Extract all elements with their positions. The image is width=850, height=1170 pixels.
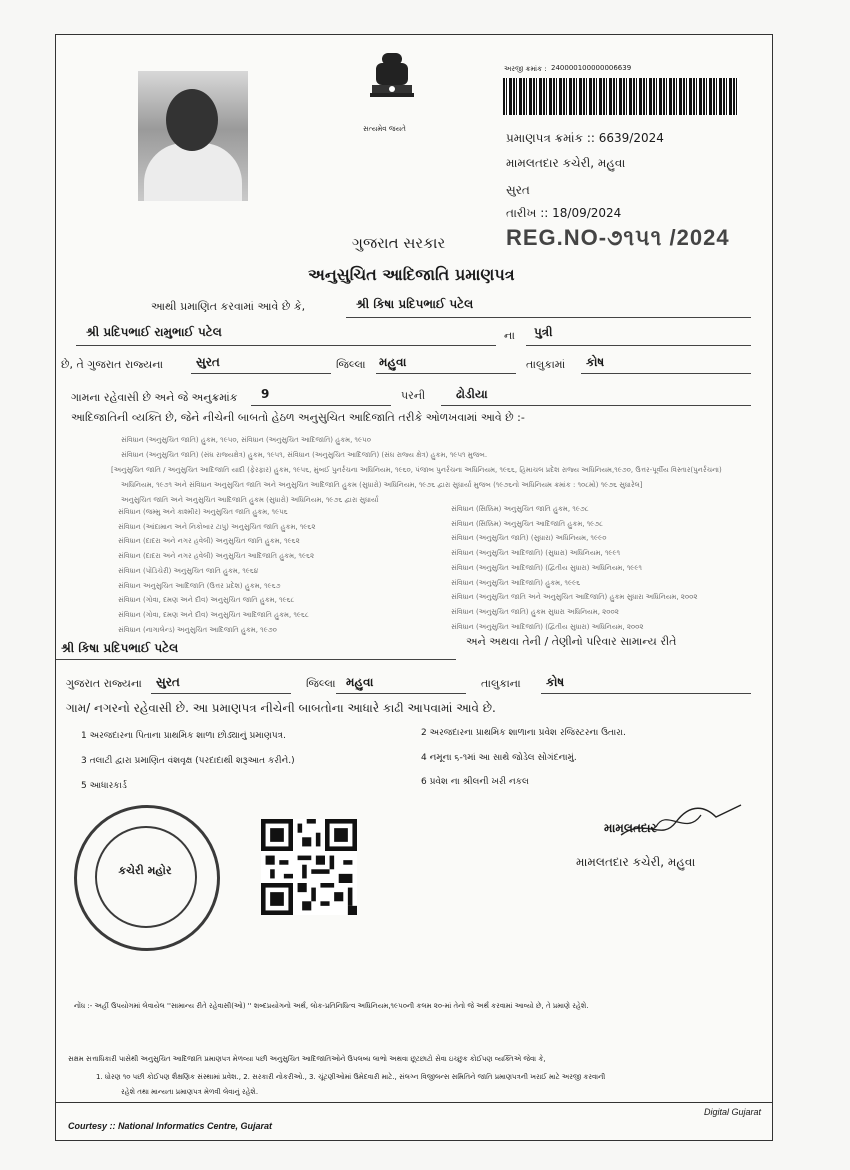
family-taluka: મહુવા <box>346 675 374 689</box>
family-district-label: જિલ્લા <box>306 677 336 690</box>
order-line: સંવિધાન (અનુસુચિત જાતિ અને અનુસુચિત આદિજાતિ) હુકમ સુધારા અધિનિયમ, ૨૦૦૨ <box>451 593 698 602</box>
family-taluka-label: તાલુકાના <box>481 677 521 690</box>
document-item: 6 પ્રવેશ ના શ્રીલની ખરી નકલ <box>421 777 529 787</box>
village-text: ગામના રહેવાસી છે અને જે અનુક્રમાંક <box>71 391 238 404</box>
caste-label: પરની <box>401 389 426 402</box>
applicant-photo <box>138 71 248 201</box>
note-text: નોંધ :- અહીં ઉપયોગમાં લેવાયેલ ''સામાન્ય રીતે રહેવાસી(ઓ) '' શબ્દપ્રયોગનો અર્થ, લોક-પ્રતિનિધિત્વ અધિનિયમ,૧૯૫૦ની કલમ ૨૦-માં તેનો જે અર્થ કરવામાં આવ્યો છે, તે પ્રમાણે રહેશે. <box>74 1002 589 1010</box>
order-line: સંવિધાન (અનુસુચિત આદિજાતિ) (સુધારા) અધિનિયમ, ૧૯૯૧ <box>451 549 621 558</box>
document-item: 5 આધારકાર્ડ <box>81 781 127 791</box>
order-line: સંવિધાન (ગોવા, દમણ અને દીવ) અનુસુચિત આદિજાતિ હુકમ, ૧૯૬૮ <box>118 610 309 619</box>
order-line: સંવિધાન (આંદામાન અને નિકોબાર ટાપુ) અનુસુચિત જાતિ હુકમ, ૧૯૬૨ <box>118 522 316 531</box>
issue-date: 18/09/2024 <box>552 206 622 220</box>
benefits-list: 1. ધોરણ ૧૦ પછી કોઈપણ શૈક્ષણિક સંસ્થામાં પ્રવેશ., 2. સરકારી નોકરીઓ., 3. ચૂંટણીઓમાં ઉમેદવારી માટે., સંલગ્ન વિજીલન્સ સમિતિને જાતિ પ્રમાણપત્રની ખરાઈ માટે અરજી કરવાની <box>96 1073 606 1081</box>
certificate-title: અનુસુચિત આદિજાતિ પ્રમાણપત્ર <box>308 265 515 284</box>
order-line: સંવિધાન (અનુસુચિત જાતિ) હુકમ, ૧૯૫૦, સંવિધાન (અનુસુચિત આદિજાતિ) હુકમ, ૧૯૫૦ <box>121 436 371 444</box>
taluka-label: તાલુકામાં <box>526 358 566 371</box>
application-number: 240000100000006639 <box>551 64 632 72</box>
tribe-text: આદિજાતિની વ્યક્તિ છે, જેને નીચેની બાબતો હેઠળ અનુસુચિત આદિજાતિ તરીકે ઓળખવામાં આવે છે :- <box>71 411 525 424</box>
relation: પુત્રી <box>534 325 553 339</box>
certify-text: આથી પ્રમાણિત કરવામાં આવે છે કે, <box>151 300 306 313</box>
family-name: શ્રી કિષા પ્રદિપભાઈ પટેલ <box>61 641 179 655</box>
order-line: સંવિધાન (જમ્મુ અને કાશ્મીર) અનુસુચિત જાતિ હુકમ, ૧૯૫૬ <box>118 508 288 516</box>
order-line: સંવિધાન અનુસુચિત આદિજાતિ (ઉત્તર પ્રદેશ) હુકમ, ૧૯૬૭ <box>118 581 281 590</box>
stamp-center-text: કચેરી મહોર <box>118 864 172 877</box>
signatory-office: મામલતદાર કચેરી, મહુવા <box>576 855 696 869</box>
applicant-name: શ્રી કિષા પ્રદિપભાઈ પટેલ <box>356 297 474 311</box>
village-name: કોષ <box>586 355 605 369</box>
orders-top <box>111 433 761 508</box>
courtesy-text: Courtesy :: National Informatics Centre, Gujarat <box>68 1121 273 1131</box>
family-text: અને અથવા તેની / તેણીનો પરિવાર સામાન્ય રીતે <box>466 635 677 648</box>
document-item: 2 અરજદારના પ્રાથમિક શાળાના પ્રવેશ રજિસ્ટરના ઉતારા. <box>421 728 626 738</box>
state-emblem-icon <box>362 49 422 119</box>
order-line: સંવિધાન (અનુસુચિત જાતિ) (સંઘ રાજ્યક્ષેત્ર) હુકમ, ૧૯૫૧, સંવિધાન (અનુસુચિત આદિજાતિ) (સંઘ રાજ્ય ક્ષેત્ર) હુકમ, ૧૯૫૧ મુજબ. <box>121 451 488 459</box>
state-text: છે, તે ગુજરાત રાજ્યના <box>61 358 164 371</box>
order-line: સંવિધાન (દાદરા અને નગર હવેલી) અનુસુચિત આદિજાતિ હુકમ, ૧૯૬૨ <box>118 552 315 561</box>
order-line: અધિનિયમ, ૧૯૭૧ અને સંવિધાન અનુસુચિત જાતિ અને અનુસુચિત આદિજાતિ હુકમ (સુધારો) અધિનિયમ, ૧૯૭૬ દ્વારા સુધાર્યા મુજબ (૧૯૭૬નો અધિનિયમ ક્રમાંક : ૧૦૮મો) ૧૯૭૬ સુધારેલ] <box>121 481 643 489</box>
document-item: 3 તલાટી દ્વારા પ્રમાણિત વંશવૃક્ષ (પરદાદાથી શરૂઆત કરીને.) <box>81 756 295 766</box>
order-line: સંવિધાન (અનુસુચિત આદિજાતિ) (દ્વિતીય સુધારા) અધિનિયમ, ૨૦૦૨ <box>451 622 644 631</box>
relation-label: ના <box>504 329 515 342</box>
order-line: અનુસુચિત જાતિ અને અનુસુચિત આદિજાતિ હુકમ (સુધારો) અધિનિયમ, ૧૯૭૬ દ્વારા સુધાર્યા <box>121 496 379 504</box>
government-name: ગુજરાત સરકાર <box>352 234 446 252</box>
resident-text: ગામ/ નગરનો રહેવાસી છે. આ પ્રમાણપત્ર નીચેની બાબતોના આધારે કાઢી આપવામાં આવે છે. <box>66 701 496 715</box>
caste-name: ઢોડીયા <box>456 387 488 401</box>
barcode <box>503 78 739 115</box>
orders-right <box>451 502 771 634</box>
order-line: સંવિધાન (અનુસુચિત જાતિ) હુકમ સુધારા અધિનિયમ, ૨૦૦૨ <box>451 607 619 616</box>
registration-number: REG.NO-૭૧૫૧ /2024 <box>506 225 730 250</box>
authority-text: સક્ષમ સત્તાધિકારી પાસેથી અનુસુચિત આદિજાતિ પ્રમાણપત્ર મેળવ્યા પછી અનુસુચિત આદિજાતિઓને ઉપલબ્ધ લાભો અથવા છૂટછાટો સેવા ઇચ્છુક કોઈપણ વ્યક્તિએ જેવા કે, <box>68 1055 546 1063</box>
certificate-number-label: પ્રમાણપત્ર ક્રમાંક :: <box>506 131 595 145</box>
family-village: કોષ <box>546 675 565 689</box>
digital-gujarat-text: Digital Gujarat <box>704 1107 762 1117</box>
order-line: સંવિધાન (સિક્કિમ) અનુસુચિત જાતિ હુકમ, ૧૯૭૮ <box>451 505 589 513</box>
order-line: સંવિધાન (દાદરા અને નગર હવેલી) અનુસુચિત જાતિ હુકમ, ૧૯૬૨ <box>118 537 300 546</box>
order-line: સંવિધાન (અનુસુચિત જાતિ) (સુધારા) અધિનિયમ, ૧૯૯૦ <box>451 534 607 543</box>
order-line: સંવિધાન (અનુસુચિત આદિજાતિ) હુકમ, ૧૯૯૬ <box>451 578 581 587</box>
qr-code <box>261 819 357 915</box>
document-item: 1 અરજદારના પિતાના પ્રાથમિક શાળા છોડ્યાનું પ્રમાણપત્ર. <box>81 731 286 741</box>
district-name: સુરત <box>506 183 530 197</box>
order-line: [અનુસુચિત જાતિ / અનુસુચિત આદિજાતિ યાદી (ફેરફાર) હુકમ, ૧૯૫૬, મુંબઈ પુનર્રચના અધિનિયમ, ૧૯૬૦, પંજાબ પુનર્રચના અધિનિયમ, ૧૯૬૬, હિમાચલ પ્રદેશ રાજ્ય અધિનિયમ,૧૯૭૦, ઉત્તર-પૂર્વીય વિસ્તાર(પુનર્રચના) <box>111 466 722 474</box>
office-stamp <box>74 805 220 951</box>
certificate-page <box>55 34 773 1141</box>
family-district: સુરત <box>156 675 180 689</box>
date-label: તારીખ :: <box>506 206 549 220</box>
orders-left <box>118 505 418 637</box>
application-number-label: અરજી ક્રમાંક : <box>504 65 547 73</box>
certificate-number: 6639/2024 <box>598 131 664 145</box>
father-name: શ્રી પ્રદિપભાઈ રામુભાઈ પટેલ <box>86 325 222 339</box>
order-line: સંવિધાન (અનુસુચિત આદિજાતિ) (દ્વિતીય સુધારા) અધિનિયમ, ૧૯૯૧ <box>451 563 642 572</box>
emblem-motto: સત્યમેવ જયતે <box>363 125 406 133</box>
order-line: સંવિધાન (નાગાલેન્ડ) અનુસુચિત આદિજાતિ હુકમ, ૧૯૭૦ <box>118 625 277 634</box>
serial-number: 9 <box>261 387 270 401</box>
taluka-name: મહુવા <box>379 355 407 369</box>
order-line: સંવિધાન (સિક્કિમ) અનુસુચિત આદિજાતિ હુકમ, ૧૯૭૮ <box>451 519 604 528</box>
benefits-list-cont: રહેશે તથા માન્યતા પ્રમાણપત્ર મેળવી લેવાનું રહેશે. <box>121 1088 259 1096</box>
family-state-text: ગુજરાત રાજ્યના <box>66 677 142 690</box>
signatory-designation: મામલતદાર <box>604 821 657 835</box>
state-district: સુરત <box>196 355 220 369</box>
order-line: સંવિધાન (પોંડિચેરી) અનુસુચિત જાતિ હુકમ, ૧૯૬૪ <box>118 566 259 575</box>
district-label: જિલ્લા <box>336 358 366 371</box>
office-name: મામલતદાર કચેરી, મહુવા <box>506 156 626 170</box>
order-line: સંવિધાન (ગોવા, દમણ અને દીવ) અનુસુચિત જાતિ હુકમ, ૧૯૬૮ <box>118 596 295 605</box>
document-item: 4 નમૂના ૬-૧માં આ સાથે જોડેલ સોગંદનામું. <box>421 753 577 763</box>
